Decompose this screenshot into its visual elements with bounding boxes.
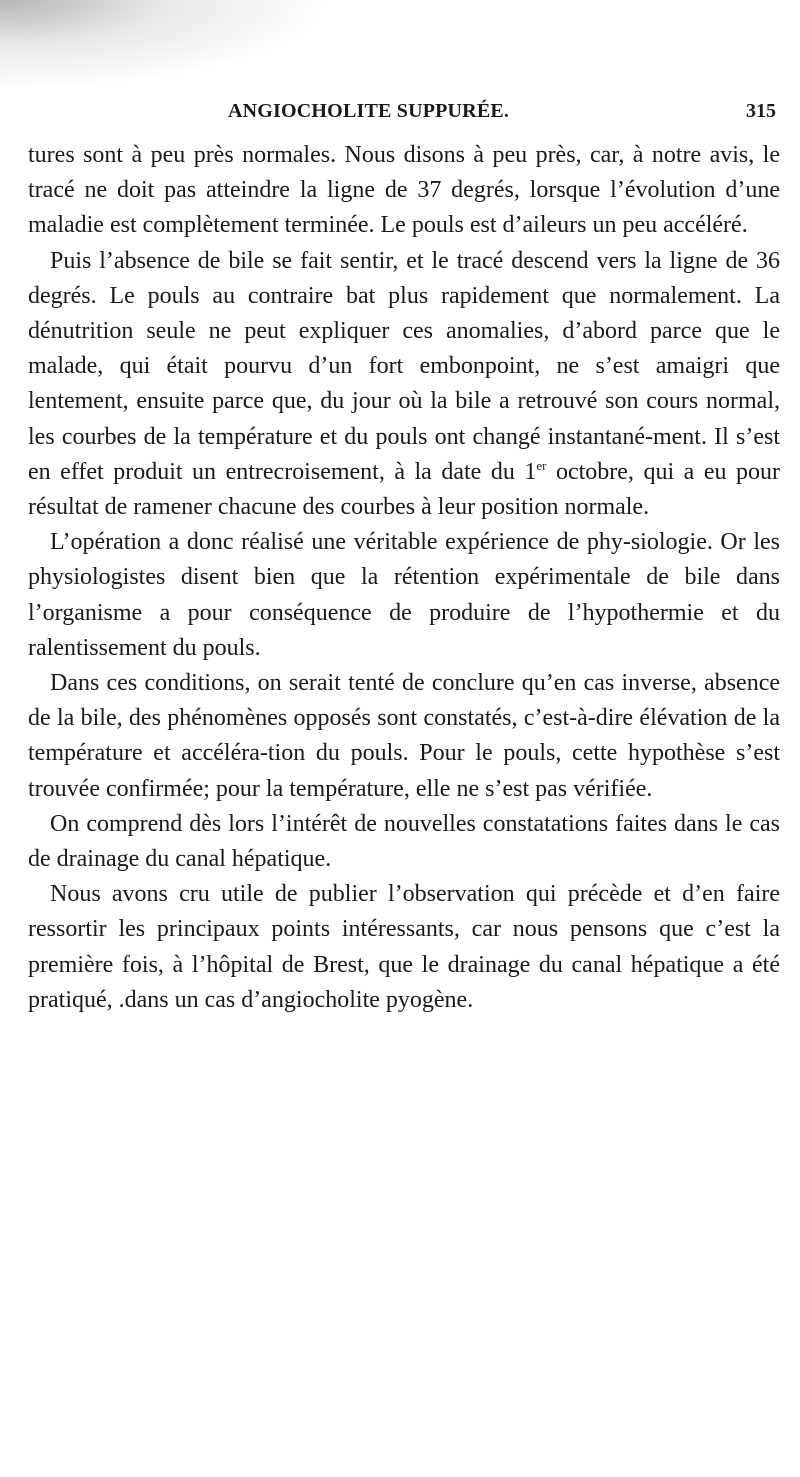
page-header bbox=[228, 100, 776, 130]
ordinal-superscript: er bbox=[536, 457, 547, 473]
page-number: 315 bbox=[746, 100, 776, 122]
paragraph bbox=[28, 807, 780, 877]
paragraph bbox=[28, 666, 780, 807]
paragraph bbox=[28, 138, 780, 244]
paragraph bbox=[28, 244, 780, 526]
paragraph bbox=[28, 877, 780, 1018]
paragraph-text-continued: octobre, qui a eu pour résultat de ramener chacune des courbes à leur position normale. bbox=[28, 458, 780, 521]
paragraph-text: tures sont à peu près normales. Nous disons à peu près, car, à notre avis, le tracé ne doit pas atteindre la ligne de 37 degrés, lorsque l’évolution d’une maladie est complètement terminée. Le pouls est d’aileurs un peu accéléré. bbox=[28, 142, 780, 239]
paragraph-text: Nous avons cru utile de publier l’observation qui précède et d’en faire ressortir les principaux points intéressants, car nous pensons que c’est la première fois, à l’hôpital de Brest, que le drainage du canal hépatique a été pratiqué, .dans un cas d’angiocholite pyogène. bbox=[28, 881, 780, 1013]
scan-smudge bbox=[0, 0, 330, 90]
paragraph-text: On comprend dès lors l’intérêt de nouvelles constatations faites dans le cas de drainage du canal hépatique. bbox=[28, 810, 780, 873]
paragraph-text: L’opération a donc réalisé une véritable expérience de phy-siologie. Or les physiologistes disent bien que la rétention expérimentale de bile dans l’organisme a pour conséquence de produire de l’hypothermie et du ralentissement du pouls. bbox=[28, 529, 780, 661]
paragraph-text: Puis l’absence de bile se fait sentir, et le tracé descend vers la ligne de 36 degrés. Le pouls au contraire bat plus rapidement que normalement. La dénutrition seule ne peut expliquer ces anomalies, d’abord parce que le malade, qui était pourvu d’un fort embonpoint, ne s’est amaigri que lentement, ensuite parce que, du jour où la bile a retrouvé son cours normal, les courbes de la température et du pouls ont changé instantané-ment. Il s’est en effet produit un entrecroisement, à la date du 1 bbox=[28, 247, 780, 485]
paragraph bbox=[28, 525, 780, 666]
paragraph-text: Dans ces conditions, on serait tenté de conclure qu’en cas inverse, absence de la bile, des phénomènes opposés sont constatés, c’est-à-dire élévation de la température et accéléra-tion du pouls. Pour le pouls, cette hypothèse s’est trouvée confirmée; pour la température, elle ne s’est pas vérifiée. bbox=[28, 670, 780, 802]
running-head: ANGIOCHOLITE SUPPURÉE. bbox=[228, 100, 510, 122]
body-text bbox=[28, 138, 780, 1018]
